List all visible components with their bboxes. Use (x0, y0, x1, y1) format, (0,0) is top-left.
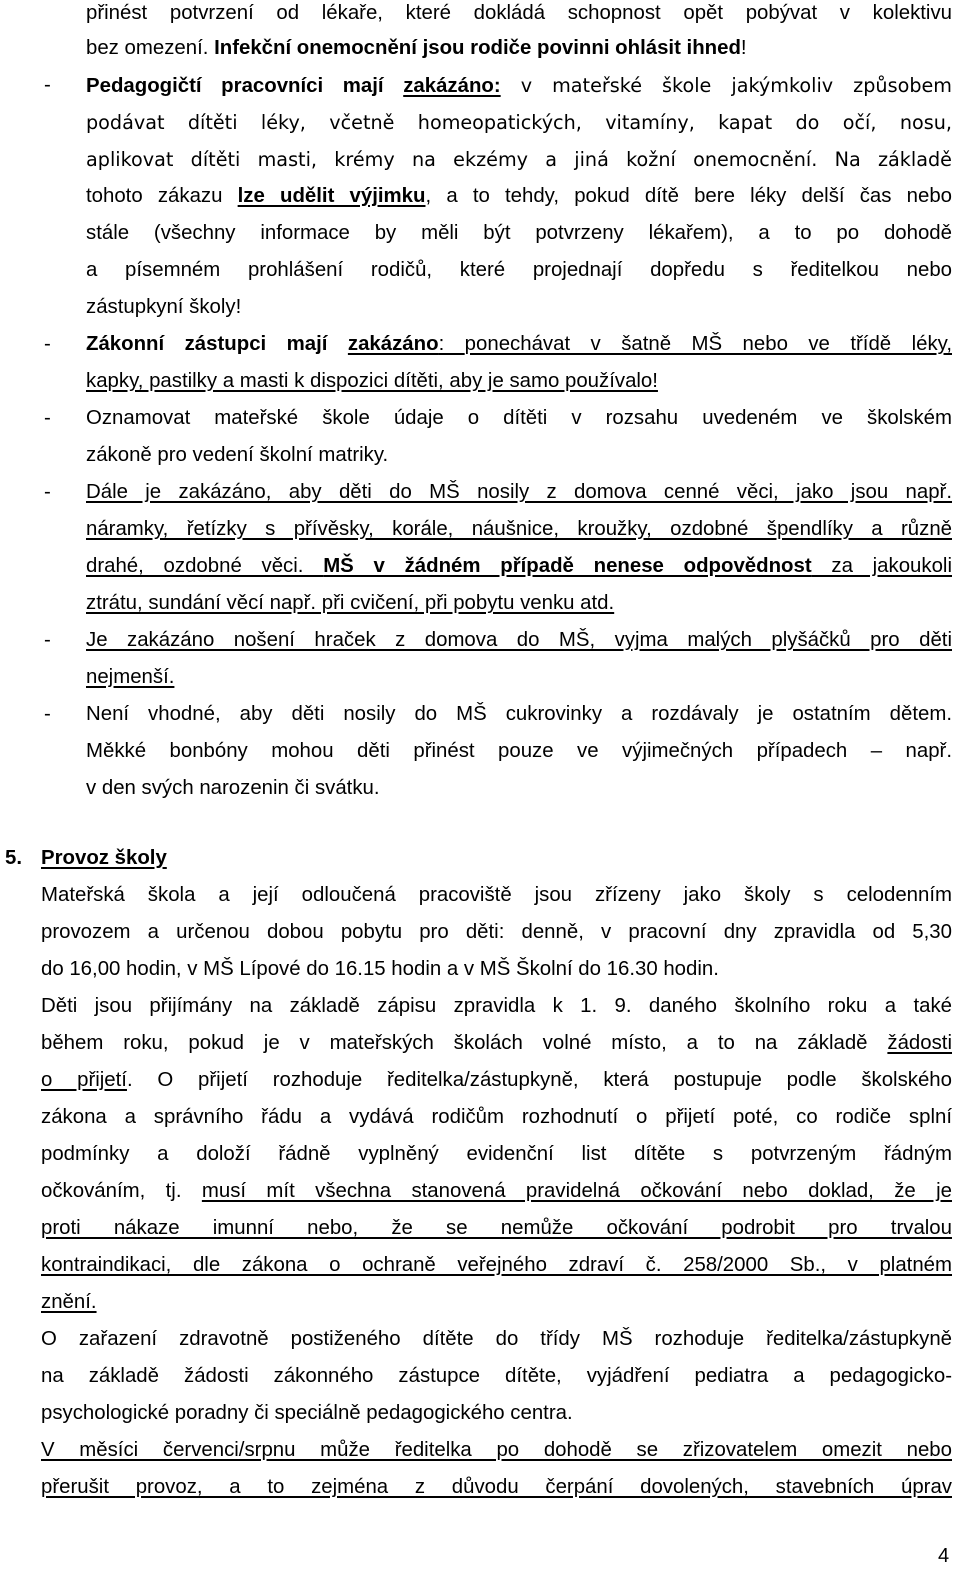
text-line: kapky, pastilky a masti k dispozici dítěti, aby je samo používalo! (86, 370, 658, 392)
text-line: a písemném prohlášení rodičů, které projednají dopředu s ředitelkou nebo (86, 259, 952, 281)
text-line: nejmenší. (86, 666, 175, 688)
text-line: drahé, ozdobné věci. MŠ v žádném případě nenese odpovědnost za jakoukoli (86, 555, 952, 577)
text-line: očkováním, tj. musí mít všechna stanovená pravidelná očkování nebo doklad, že je (41, 1180, 952, 1202)
text-line: přinést potvrzení od lékaře, které dokládá schopnost opět pobývat v kolektivu (86, 2, 952, 24)
text-line: do 16,00 hodin, v MŠ Lípové do 16.15 hodin a v MŠ Školní do 16.30 hodin. (41, 958, 719, 980)
text-line: psychologické poradny či speciálně pedagogického centra. (41, 1402, 573, 1424)
text-line: Je zakázáno nošení hraček z domova do MŠ, vyjma malých plyšáčků pro děti (86, 629, 952, 651)
text-line: o přijetí. O přijetí rozhoduje ředitelka/zástupkyně, která postupuje podle školského (41, 1069, 952, 1091)
text-line: náramky, řetízky s přívěsky, korále, náušnice, kroužky, ozdobné špendlíky a různě (86, 518, 952, 540)
text-line: Oznamovat mateřské škole údaje o dítěti v rozsahu uvedeném ve školském (86, 407, 952, 429)
text-line: během roku, pokud je v mateřských školách volné místo, a to na základě žádosti (41, 1032, 952, 1054)
text-line: v den svých narozenin či svátku. (86, 777, 380, 799)
list-dash: - (44, 407, 51, 429)
text-line: Děti jsou přijímány na základě zápisu zpravidla k 1. 9. daného školního roku a také (41, 995, 952, 1017)
text-line: tohoto zákazu lze udělit výjimku, a to tehdy, pokud dítě bere léky delší čas nebo (86, 185, 952, 207)
text-line: Měkké bonbóny mohou děti přinést pouze ve výjimečných případech – např. (86, 740, 952, 762)
section-number: 5. (5, 847, 23, 869)
list-dash: - (44, 703, 51, 725)
page-number: 4 (938, 1545, 950, 1567)
text-line: zákoně pro vedení školní matriky. (86, 444, 389, 466)
list-dash: - (44, 74, 51, 96)
text-line: stále (všechny informace by měli být potvrzeny lékařem), a to po dohodě (86, 222, 952, 244)
text-line: znění. (41, 1291, 97, 1313)
text-line: Zákonní zástupci mají zakázáno: ponechávat v šatně MŠ nebo ve třídě léky, (86, 333, 952, 355)
text-line: podávat dítěti léky, včetně homeopatických, vitamíny, kapat do očí, nosu, (86, 111, 952, 134)
text-line: aplikovat dítěti masti, krémy na ekzémy a jiná kožní onemocnění. Na základě (86, 148, 952, 171)
text-line: O zařazení zdravotně postiženého dítěte do třídy MŠ rozhoduje ředitelka/zástupkyně (41, 1328, 952, 1350)
text-line: proti nákaze imunní nebo, že se nemůže očkování podrobit pro trvalou (41, 1217, 952, 1239)
text-line: bez omezení. Infekční onemocnění jsou rodiče povinni ohlásit ihned! (86, 37, 747, 59)
list-dash: - (44, 333, 51, 355)
text-line: Není vhodné, aby děti nosily do MŠ cukrovinky a rozdávaly je ostatním dětem. (86, 703, 952, 725)
text-line: ztrátu, sundání věcí např. při cvičení, při pobytu venku atd. (86, 592, 615, 614)
text-line: na základě žádosti zákonného zástupce dítěte, vyjádření pediatra a pedagogicko- (41, 1365, 952, 1387)
text-line: provozem a určenou dobou pobytu pro děti: denně, v pracovní dny zpravidla od 5,30 (41, 921, 952, 943)
text-line: zákona a správního řádu a vydává rodičům rozhodnutí o přijetí poté, co rodiče splní (41, 1106, 952, 1128)
text-line: zástupkyní školy! (86, 296, 242, 318)
text-line: Mateřská škola a její odloučená pracoviště jsou zřízeny jako školy s celodenním (41, 884, 952, 906)
list-dash: - (44, 629, 51, 651)
list-dash: - (44, 481, 51, 503)
text-line: přerušit provoz, a to zejména z důvodu čerpání dovolených, stavebních úprav (41, 1476, 952, 1498)
text-line: Pedagogičtí pracovníci mají zakázáno: v mateřské škole jakýmkoliv způsobem (86, 74, 952, 97)
text-line: Dále je zakázáno, aby děti do MŠ nosily z domova cenné věci, jako jsou např. (86, 481, 952, 503)
text-line: podmínky a doloží řádně vyplněný evidenční list dítěte s potvrzeným řádným (41, 1143, 952, 1165)
text-line: kontraindikaci, dle zákona o ochraně veřejného zdraví č. 258/2000 Sb., v platném (41, 1254, 952, 1276)
text-line: V měsíci červenci/srpnu může ředitelka po dohodě se zřizovatelem omezit nebo (41, 1439, 952, 1461)
section-title: Provoz školy (41, 847, 167, 869)
